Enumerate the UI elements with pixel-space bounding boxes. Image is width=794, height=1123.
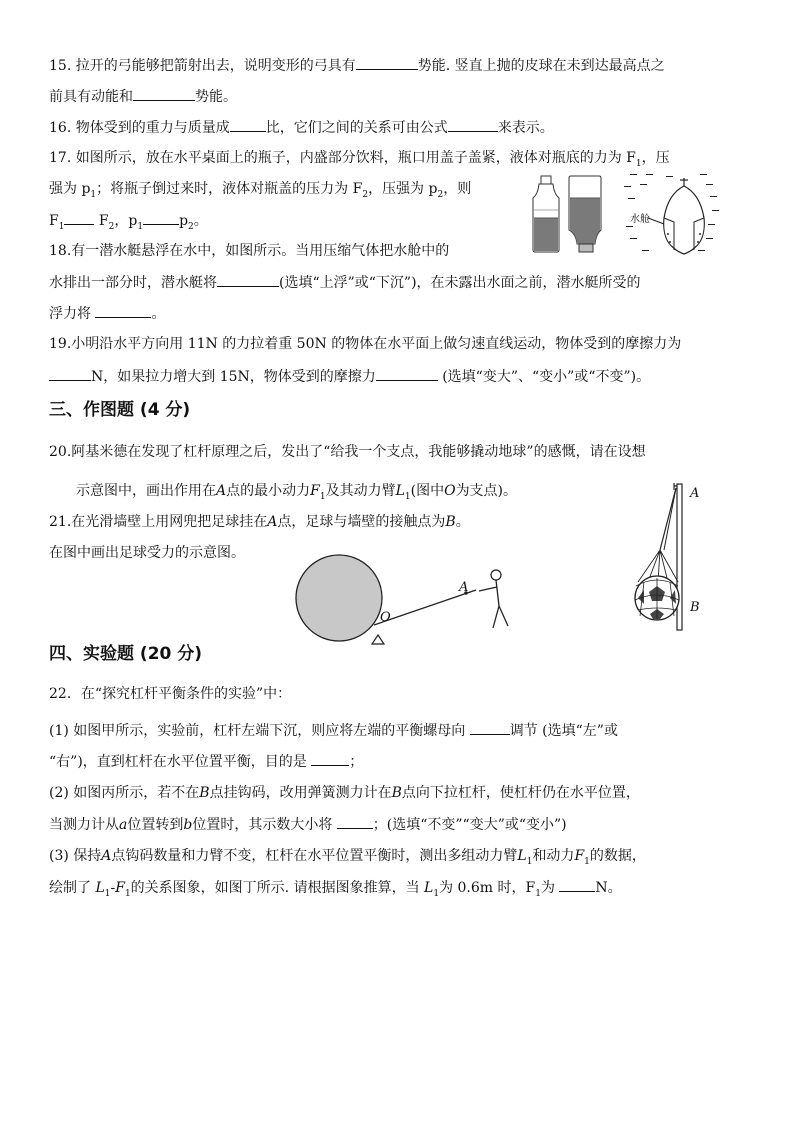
q22-p1-line1 xyxy=(49,720,618,741)
q22-text: 当测力计从 xyxy=(49,817,119,833)
label-O: O xyxy=(380,610,391,625)
var-B: B xyxy=(445,514,456,530)
q21-text: 21.在光滑墙壁上用网兜把足球挂在 xyxy=(49,514,268,530)
q19-line2 xyxy=(49,366,650,387)
q15-text: 势能。 xyxy=(195,89,237,105)
q22-text: 的关系图象，如图丁所示. 请根据图象推算，当 xyxy=(130,880,425,896)
q18-text: 18.有一潜水艇悬浮在水中，如图所示。当用压缩气体把水舱中的 xyxy=(49,243,450,259)
label-A: A xyxy=(690,486,700,501)
subscript: 2 xyxy=(437,189,444,200)
q22-text: 为 xyxy=(540,880,560,896)
q22-text: (2) 如图丙所示，若不在 xyxy=(49,785,200,801)
label-A: A xyxy=(459,580,469,595)
subscript: 1 xyxy=(535,888,541,899)
q21-text: 在图中画出足球受力的示意图。 xyxy=(49,545,245,561)
var-O: O xyxy=(444,483,456,499)
q17-text: 。 xyxy=(193,213,208,229)
var-L: L xyxy=(424,880,434,896)
q20-line2 xyxy=(76,481,517,507)
subscript: 2 xyxy=(362,189,369,200)
q22-title xyxy=(49,684,291,704)
q16-text: 来表示。 xyxy=(497,120,554,136)
submarine-figure xyxy=(622,170,722,256)
lever-drawing xyxy=(296,560,526,644)
q22-text: - xyxy=(110,880,116,896)
var-L: L xyxy=(95,880,105,896)
q18-line1 xyxy=(49,241,449,261)
subscript: 1 xyxy=(90,189,97,200)
q22-p2-line2 xyxy=(49,814,567,835)
q21-text: 。 xyxy=(455,514,470,530)
q17-line3 xyxy=(49,210,208,237)
q19-blank2[interactable] xyxy=(376,366,438,381)
q22-text: 调节 (选填“左”或 xyxy=(509,723,618,739)
q22-text: 点向下拉杠杆，使杠杆仍在水平位置， xyxy=(401,785,640,801)
var-b: b xyxy=(183,817,193,833)
var-L: L xyxy=(395,483,405,499)
subscript: 1 xyxy=(526,856,533,867)
q17-text: ；将瓶子倒过来时，液体对瓶盖的压力为 F xyxy=(96,181,363,197)
q17-text: F xyxy=(94,213,109,229)
q18-blank1[interactable] xyxy=(217,272,279,287)
q20-text: 为支点)。 xyxy=(455,483,518,499)
q22-text: 22．在“探究杠杆平衡条件的实验”中： xyxy=(49,686,292,702)
q22-blank1[interactable] xyxy=(470,720,510,735)
q21-text: 点，足球与墙壁的接触点为 xyxy=(277,514,446,530)
q17-text: F xyxy=(49,213,59,229)
q20-text: 点的最小动力 xyxy=(226,483,311,499)
var-F: F xyxy=(310,483,320,499)
q21-line2 xyxy=(49,543,245,563)
q20-text: 20.阿基米德在发现了杠杆原理之后，发出了“给我一个支点，我能够撬动地球”的感慨，请在设想 xyxy=(49,444,646,460)
q17-text: 强为 p xyxy=(49,181,91,197)
q22-blank2[interactable] xyxy=(311,751,349,766)
q22-text: 为 0.6m 时，F xyxy=(439,880,536,896)
q15-line2 xyxy=(49,86,237,107)
subscript: 1 xyxy=(635,158,642,169)
bottles-figure xyxy=(528,174,608,254)
q15-text: 15. 拉开的弓能够把箭射出去，说明变形的弓具有 xyxy=(49,58,356,74)
q17-text: ，压强为 p xyxy=(368,181,438,197)
q18-line2 xyxy=(49,272,641,293)
q22-text: ； xyxy=(349,754,364,770)
var-F: F xyxy=(115,880,125,896)
q22-blank4[interactable] xyxy=(559,877,595,892)
q18-line3 xyxy=(49,303,165,324)
q22-text: 和动力 xyxy=(532,848,575,864)
q18-text: 水排出一部分时，潜水艇将 xyxy=(49,275,217,291)
q17-text: 17. 如图所示，放在水平桌面上的瓶子，内盛部分饮料，瓶口用盖子盖紧，液体对瓶底的力为 F xyxy=(49,150,636,166)
q22-text: “右”)，直到杠杆在水平位置平衡，目的是 xyxy=(49,754,312,770)
subscript: 1 xyxy=(319,491,326,502)
q16-blank2[interactable] xyxy=(448,117,498,132)
subscript: 1 xyxy=(584,856,590,867)
var-A: A xyxy=(101,848,112,864)
q16-line xyxy=(49,117,554,138)
var-A: A xyxy=(216,483,227,499)
q20-text: 示意图中，画出作用在 xyxy=(76,483,216,499)
q19-text: 19.小明沿水平方向用 11N 的力拉着重 50N 的物体在水平面上做匀速直线运动，物体受到的摩擦力为 xyxy=(49,336,682,352)
section-4-heading: 四、实验题 (20 分) xyxy=(49,644,203,664)
q16-text: 比，它们之间的关系可由公式 xyxy=(265,120,448,136)
inverted-bottle xyxy=(569,176,601,252)
q17-blank2[interactable] xyxy=(143,210,179,225)
q22-text: 位置转到 xyxy=(127,817,184,833)
q15-text: 前具有动能和 xyxy=(49,89,133,105)
q18-text: (选填“上浮”或“下沉”)，在未露出水面之前，潜水艇所受的 xyxy=(279,275,641,291)
subscript: 1 xyxy=(433,888,440,899)
q19-text: (选填“变大”、“变小”或“不变”)。 xyxy=(437,369,651,385)
q22-text: 点挂钩码，改用弹簧测力计在 xyxy=(209,785,392,801)
q22-text: 位置时，其示数大小将 xyxy=(192,817,337,833)
var-B: B xyxy=(391,785,402,801)
q19-line1 xyxy=(49,334,681,354)
q22-p3-line2 xyxy=(49,877,622,904)
q17-text: ，则 xyxy=(443,181,472,197)
q17-line2 xyxy=(49,179,471,205)
q22-text: (3) 保持 xyxy=(49,848,102,864)
subscript: 1 xyxy=(104,888,111,899)
tank-pointer xyxy=(648,216,668,226)
q22-text: N。 xyxy=(595,880,622,896)
q15-blank2[interactable] xyxy=(133,86,195,101)
q22-text: ；(选填“不变”“变大”或“变小”) xyxy=(372,817,567,833)
q17-blank1[interactable] xyxy=(64,210,94,225)
q15-line1 xyxy=(49,55,665,76)
subscript: 1 xyxy=(404,491,411,502)
q22-blank3[interactable] xyxy=(337,814,373,829)
var-B: B xyxy=(199,785,210,801)
q15-text: 势能. 竖直上抛的皮球在未到达最高点之 xyxy=(417,58,665,74)
q22-p1-line2 xyxy=(49,751,363,772)
q16-blank1[interactable] xyxy=(230,117,266,132)
football-figure xyxy=(630,482,710,632)
var-F: F xyxy=(574,848,585,864)
q20-text: 及其动力臂 xyxy=(325,483,396,499)
label-B: B xyxy=(690,600,700,615)
q18-text: 浮力将 xyxy=(49,306,91,322)
q22-text: 点钩码数量和力臂不变，杠杆在水平位置平衡时，测出多组动力臂 xyxy=(111,848,518,864)
subscript: 1 xyxy=(58,221,65,232)
var-a: a xyxy=(119,817,128,833)
q17-line1 xyxy=(49,148,670,174)
subscript: 1 xyxy=(137,221,144,232)
q22-text: 绘制了 xyxy=(49,880,96,896)
q20-line1 xyxy=(49,442,646,462)
q15-blank1[interactable] xyxy=(356,55,418,70)
q21-line1 xyxy=(49,512,470,532)
q20-text: (图中 xyxy=(410,483,445,499)
q16-text: 16. 物体受到的重力与质量成 xyxy=(49,120,230,136)
subscript: 2 xyxy=(108,221,115,232)
q18-text: 。 xyxy=(151,306,166,322)
q17-text: ，p xyxy=(114,213,138,229)
lever-figure xyxy=(296,560,526,644)
var-A: A xyxy=(267,514,278,530)
subscript: 2 xyxy=(188,221,194,232)
subscript: 1 xyxy=(124,888,131,899)
upright-bottle xyxy=(533,176,559,252)
var-L: L xyxy=(517,848,527,864)
q19-blank1[interactable] xyxy=(49,366,91,381)
section-3-heading: 三、作图题 (4 分) xyxy=(49,400,191,420)
q22-text: 的数据， xyxy=(589,848,646,864)
q22-p2-line1 xyxy=(49,783,640,803)
q22-text: (1) 如图甲所示，实验前，杠杆左端下沉，则应将左端的平衡螺母向 xyxy=(49,723,470,739)
q18-blank2[interactable] xyxy=(95,303,151,318)
q19-text: N，如果拉力增大到 15N，物体受到的摩擦力 xyxy=(91,369,376,385)
q22-p3-line1 xyxy=(49,846,646,872)
q17-text: ，压 xyxy=(641,150,670,166)
tank-label: 水舱 xyxy=(630,214,650,225)
q17-text: p xyxy=(179,213,189,229)
